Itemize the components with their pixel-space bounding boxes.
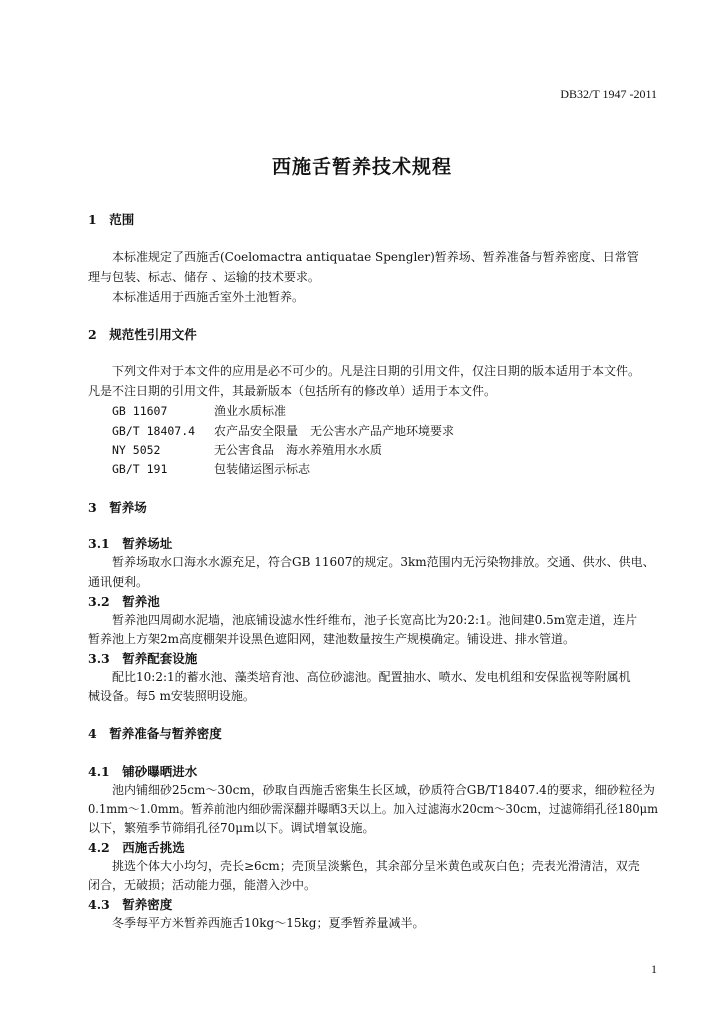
reference-title: 包装储运图示标志 [214,462,311,476]
section-3-1-line-2: 通讯便利。 [88,575,149,589]
section-4-3-line-1: 冬季每平方米暂养西施舌10kg～15kg；夏季暂养量减半。 [112,916,425,930]
page-number: 1 [651,962,657,976]
section-3-2-heading: 3.2 暂养池 [88,594,160,609]
document-code: DB32/T 1947 -2011 [560,87,657,101]
section-3-1-heading: 3.1 暂养场址 [88,536,173,551]
section-4-heading: 4 暂养准备与暂养密度 [88,726,222,741]
section-3-1-line-1: 暂养场取水口海水水源充足，符合GB 11607的规定。3km范围内无污染物排放。交通、供水、供电、 [112,555,655,569]
section-2-paragraph-line-2: 凡是不注日期的引用文件，其最新版本（包括所有的修改单）适用于本文件。 [88,384,497,398]
section-1-paragraph-1-line-2: 理与包装、标志、储存 、运输的技术要求。 [88,270,320,284]
reference-title: 渔业水质标准 [214,404,287,418]
section-4-2-line-1: 挑选个体大小均匀，壳长≥6cm；壳顶呈淡紫色，其余部分呈米黄色或灰白色；壳表光滑清洁，双壳 [112,859,640,873]
section-1-heading: 1 范围 [88,212,135,227]
section-3-3-line-2: 械设备。每5 m安装照明设施。 [88,689,255,703]
section-4-3-heading: 4.3 暂养密度 [88,897,173,912]
section-4-1-heading: 4.1 铺砂曝晒进水 [88,764,198,779]
document-title: 西施舌暂养技术规程 [271,156,452,178]
reference-title: 农产品安全限量 无公害水产品产地环境要求 [214,424,455,438]
section-1-paragraph-1-line-1: 本标准规定了西施舌(Coelomactra antiquatae Spengler)暂养场、暂养准备与暂养密度、日常管 [112,250,639,264]
reference-title: 无公害食品 海水养殖用水水质 [214,443,383,457]
section-4-2-line-2: 闭合，无破损；活动能力强，能潜入沙中。 [88,878,317,892]
section-3-3-heading: 3.3 暂养配套设施 [88,651,198,666]
section-3-2-line-1: 暂养池四周砌水泥墙，池底铺设滤水性纤维布，池子长宽高比为20:2:1。池间建0.5m宽走道，连片 [112,613,638,627]
reference-code: NY 5052 [112,443,161,457]
section-2-paragraph-line-1: 下列文件对于本文件的应用是必不可少的。凡是注日期的引用文件，仅注日期的版本适用于本文件。 [112,364,641,378]
section-4-1-line-3: 以下，繁殖季节筛绢孔径70μm以下。调试增氧设施。 [88,821,375,835]
section-4-1-line-1: 池内铺细砂25cm～30cm，砂取自西施舌密集生长区域，砂质符合GB/T18407.4的要求，细砂粒径为 [112,783,655,797]
section-2-heading: 2 规范性引用文件 [88,327,197,342]
reference-code: GB/T 191 [112,462,168,476]
section-3-heading: 3 暂养场 [88,500,147,515]
section-3-3-line-1: 配比10:2:1的蓄水池、藻类培育池、高位砂滤池。配置抽水、喷水、发电机组和安保监视等附属机 [112,670,631,684]
reference-code: GB 11607 [112,404,168,418]
reference-code: GB/T 18407.4 [112,424,196,438]
section-4-1-line-2: 0.1mm～1.0mm。暂养前池内细砂需深翻并曝晒3天以上。加入过滤海水20cm～30cm，过滤筛绢孔径180μm [88,802,658,816]
section-4-2-heading: 4.2 西施舌挑选 [88,840,185,855]
section-3-2-line-2: 暂养池上方架2m高度棚架并设黑色遮阳网，建池数量按生产规模确定。铺设进、排水管道。 [88,632,576,646]
section-1-paragraph-2: 本标准适用于西施舌室外土池暂养。 [112,290,305,304]
